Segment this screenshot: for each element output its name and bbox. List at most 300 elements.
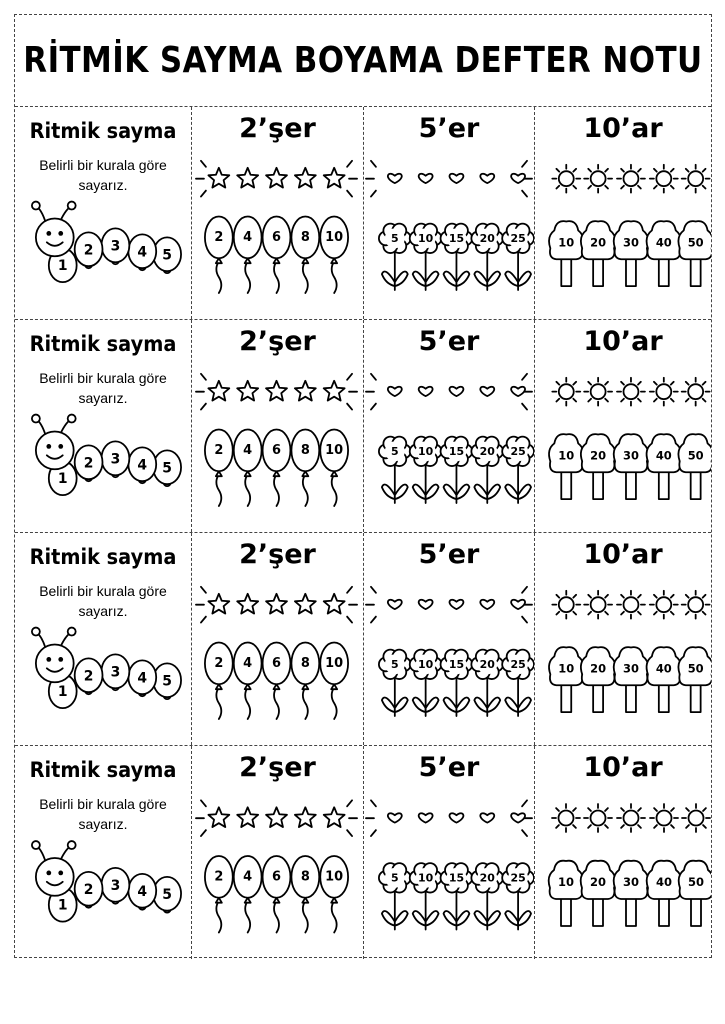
page-title: RİTMİK SAYMA BOYAMA DEFTER NOTU <box>23 40 703 81</box>
tree-trunk <box>561 469 571 499</box>
flower-number: 5 <box>391 871 399 885</box>
flower-number: 5 <box>391 657 399 671</box>
tree-trunk <box>659 682 669 712</box>
balloon-string <box>274 901 279 933</box>
flower-number: 15 <box>448 444 465 458</box>
tree-number: 10 <box>558 661 575 676</box>
leaf-icon <box>487 697 500 712</box>
spark-icon <box>347 404 352 410</box>
eye-icon <box>58 444 63 449</box>
twos-heading: 2’şer <box>239 113 316 144</box>
intro-heading: Ritmik sayma <box>29 545 177 569</box>
sun-ray <box>686 595 689 598</box>
sun-ray <box>621 399 624 402</box>
spark-icon <box>347 800 352 806</box>
leaf-icon <box>444 271 457 286</box>
leaf-icon <box>487 911 500 926</box>
fives-heading: 5’er <box>418 326 480 357</box>
sun-ray <box>588 595 591 598</box>
star-icon <box>295 807 316 827</box>
sun-icon <box>650 378 678 406</box>
heart-icon <box>419 174 433 183</box>
flower-number: 25 <box>510 231 526 245</box>
tree-number: 20 <box>589 875 607 889</box>
sun-ray <box>573 382 576 385</box>
star-icon <box>208 381 229 401</box>
star-icon <box>237 381 258 401</box>
intro-text-line: Belirli bir kurala göre <box>39 583 167 599</box>
star-icon <box>295 381 316 401</box>
flower-number: 10 <box>418 444 434 458</box>
sun-icon <box>617 804 645 832</box>
intro-heading: Ritmik sayma <box>29 758 177 782</box>
tree-trunk <box>561 682 571 712</box>
sun-ray <box>621 825 624 828</box>
balloon-number: 2 <box>214 655 224 671</box>
heart-icon <box>480 387 494 396</box>
sun-ray <box>654 612 657 615</box>
sun-disc <box>591 384 606 399</box>
leaf-icon <box>518 697 531 712</box>
flower-number: 20 <box>479 444 495 458</box>
card-grid <box>15 107 711 959</box>
balloon-number: 6 <box>272 869 281 885</box>
spark-icon <box>201 374 206 380</box>
tens-cell <box>535 746 711 959</box>
sun-ray <box>686 825 689 828</box>
balloon-string <box>216 687 221 719</box>
balloon-number: 8 <box>300 869 310 885</box>
balloon-string <box>332 687 337 719</box>
balloon-number: 4 <box>243 229 253 245</box>
tree-trunk <box>691 682 701 712</box>
balloon-number: 6 <box>272 655 281 671</box>
spark-icon <box>201 587 206 593</box>
sun-ray <box>703 399 706 402</box>
balloon-string <box>216 261 221 293</box>
balloon-string <box>245 901 250 933</box>
tree-trunk <box>561 256 571 286</box>
flower-number: 15 <box>448 231 465 245</box>
leaf-icon <box>395 271 408 286</box>
eye-icon <box>46 444 51 449</box>
antenna-tip-icon <box>68 628 76 636</box>
sun-icon <box>552 804 580 832</box>
sun-disc <box>688 597 703 612</box>
balloon-group <box>192 533 363 745</box>
sun-icon <box>584 165 612 193</box>
sun-ray <box>588 825 591 828</box>
heart-icon <box>511 813 525 822</box>
sun-ray <box>638 825 641 828</box>
fives-cell <box>364 107 535 319</box>
sun-ray <box>573 825 576 828</box>
spark-icon <box>201 617 206 623</box>
sun-ray <box>588 399 591 402</box>
sun-disc <box>656 597 671 612</box>
leaf-icon <box>518 484 531 499</box>
heart-icon <box>450 174 464 183</box>
sun-icon <box>650 804 678 832</box>
sun-icon <box>552 165 580 193</box>
intro-cell <box>15 746 192 959</box>
sun-ray <box>588 808 591 811</box>
card-row <box>15 533 711 746</box>
leaf-icon <box>426 697 439 712</box>
card-row <box>15 107 711 320</box>
star-icon <box>266 807 287 827</box>
leaf-icon <box>395 911 408 926</box>
fives-heading: 5’er <box>418 539 480 570</box>
tree-number: 10 <box>558 235 575 250</box>
spark-icon <box>347 830 352 836</box>
spark-icon <box>201 830 206 836</box>
caterpillar-icon <box>15 107 191 319</box>
star-icon <box>324 381 345 401</box>
sun-ray <box>671 808 674 811</box>
balloon-string <box>332 261 337 293</box>
spark-icon <box>347 587 352 593</box>
leaf-icon <box>395 484 408 499</box>
spark-icon <box>371 161 376 167</box>
caterpillar-number: 1 <box>57 684 68 701</box>
twos-cell <box>192 107 364 319</box>
heart-icon <box>450 600 464 609</box>
spark-icon <box>371 404 376 410</box>
fives-cell <box>364 320 535 532</box>
heart-icon <box>480 600 494 609</box>
sun-ray <box>654 825 657 828</box>
tree-trunk <box>659 469 669 499</box>
balloon-number: 8 <box>300 655 310 671</box>
antenna-tip-icon <box>32 841 40 849</box>
spark-icon <box>522 800 527 806</box>
caterpillar-number: 3 <box>110 451 121 468</box>
spark-icon <box>371 374 376 380</box>
sun-icon <box>584 378 612 406</box>
sun-disc <box>656 384 671 399</box>
leaf-icon <box>444 697 457 712</box>
tree-number: 50 <box>687 875 705 889</box>
spark-icon <box>347 191 352 197</box>
sun-ray <box>686 399 689 402</box>
sun-icon <box>584 591 612 619</box>
leaf-icon <box>518 911 531 926</box>
twos-cell <box>192 533 364 745</box>
sun-disc <box>656 171 671 186</box>
eye-icon <box>46 231 51 236</box>
fives-cell <box>364 746 535 959</box>
tree-number: 40 <box>655 661 672 676</box>
spark-icon <box>371 617 376 623</box>
leaf-icon <box>505 697 518 712</box>
star-icon <box>266 594 287 614</box>
sun-ray <box>654 186 657 189</box>
sun-ray <box>556 169 559 172</box>
tree-number: 30 <box>623 661 639 676</box>
tens-cell <box>535 533 711 745</box>
tree-number: 10 <box>558 448 575 463</box>
worksheet <box>14 14 712 958</box>
star-icon <box>324 594 345 614</box>
balloon-string <box>245 261 250 293</box>
balloon-string <box>274 261 279 293</box>
intro-text-line: sayarız. <box>78 390 128 406</box>
sun-ray <box>671 169 674 172</box>
spark-icon <box>201 161 206 167</box>
intro-heading: Ritmik sayma <box>29 332 177 356</box>
sun-ray <box>556 382 559 385</box>
caterpillar-number: 2 <box>83 881 94 898</box>
sun-ray <box>621 808 624 811</box>
sun-ray <box>686 808 689 811</box>
tens-cell <box>535 320 711 532</box>
leaf-icon <box>487 484 500 499</box>
sun-ray <box>605 169 608 172</box>
balloon-string <box>303 687 308 719</box>
spark-icon <box>347 617 352 623</box>
flower-number: 10 <box>418 657 434 671</box>
caterpillar-number: 1 <box>57 258 68 275</box>
leaf-icon <box>456 271 469 286</box>
sun-ray <box>588 186 591 189</box>
eye-icon <box>58 657 63 662</box>
tree-number: 50 <box>687 661 704 676</box>
star-icon <box>237 168 258 188</box>
flower-number: 15 <box>448 657 465 671</box>
sun-ray <box>605 399 608 402</box>
caterpillar-number: 1 <box>57 897 68 914</box>
sun-ray <box>686 186 689 189</box>
twos-heading: 2’şer <box>239 539 316 570</box>
flower-group <box>364 107 534 319</box>
sun-ray <box>556 186 559 189</box>
sun-disc <box>623 384 638 399</box>
sun-ray <box>621 612 624 615</box>
sun-ray <box>654 808 657 811</box>
heart-icon <box>419 813 433 822</box>
fives-heading: 5’er <box>418 752 480 783</box>
tree-number: 30 <box>622 875 640 889</box>
tree-trunk <box>659 896 669 926</box>
sun-ray <box>573 808 576 811</box>
sun-ray <box>605 382 608 385</box>
heart-icon <box>419 600 433 609</box>
leaf-icon <box>382 697 395 712</box>
eye-icon <box>58 870 63 875</box>
sun-icon <box>552 591 580 619</box>
flower-group <box>364 746 534 959</box>
sun-ray <box>654 382 657 385</box>
antenna-tip-icon <box>68 415 76 423</box>
heart-icon <box>388 813 402 822</box>
leaf-icon <box>487 271 500 286</box>
antenna-tip-icon <box>32 415 40 423</box>
leaf-icon <box>382 484 395 499</box>
caterpillar-number: 3 <box>110 664 121 681</box>
caterpillar-number: 3 <box>110 877 121 894</box>
sun-disc <box>559 811 574 826</box>
sun-icon <box>650 591 678 619</box>
tree-trunk <box>593 682 603 712</box>
heart-icon <box>450 387 464 396</box>
spark-icon <box>522 191 527 197</box>
balloon-number: 10 <box>325 869 344 885</box>
spark-icon <box>347 374 352 380</box>
tree-trunk <box>691 469 701 499</box>
leaf-icon <box>505 484 518 499</box>
caterpillar-head <box>36 858 74 896</box>
sun-ray <box>686 169 689 172</box>
card-row <box>15 320 711 533</box>
twos-heading: 2’şer <box>239 326 316 357</box>
leaf-icon <box>382 911 395 926</box>
sun-ray <box>638 808 641 811</box>
sun-ray <box>573 186 576 189</box>
sun-ray <box>605 825 608 828</box>
sun-disc <box>657 811 672 826</box>
sun-ray <box>671 825 674 828</box>
star-icon <box>295 168 316 188</box>
star-icon <box>266 168 287 188</box>
caterpillar-icon <box>15 746 191 959</box>
intro-text-line: Belirli bir kurala göre <box>39 370 167 386</box>
sun-ray <box>703 382 706 385</box>
leaf-icon <box>426 484 439 499</box>
sun-disc <box>591 811 606 826</box>
balloon-number: 2 <box>214 869 224 885</box>
flower-number: 15 <box>448 871 465 885</box>
sun-ray <box>654 399 657 402</box>
sun-disc <box>689 811 704 826</box>
tree-trunk <box>593 469 603 499</box>
balloon-number: 8 <box>300 442 310 458</box>
heart-icon <box>388 174 402 183</box>
star-icon <box>324 168 345 188</box>
tree-number: 30 <box>623 235 639 250</box>
sun-icon <box>650 165 678 193</box>
tree-trunk <box>659 256 669 286</box>
sun-icon <box>584 804 612 832</box>
leaf-icon <box>456 697 469 712</box>
balloon-group <box>192 320 363 532</box>
leaf-icon <box>413 484 426 499</box>
heart-icon <box>511 387 525 396</box>
spark-icon <box>522 161 527 167</box>
leaf-icon <box>382 271 395 286</box>
sun-ray <box>638 399 641 402</box>
sun-ray <box>556 808 559 811</box>
leaf-icon <box>474 697 487 712</box>
star-icon <box>208 168 229 188</box>
sun-ray <box>686 612 689 615</box>
leaf-icon <box>456 911 469 926</box>
sun-icon <box>552 378 580 406</box>
sun-disc <box>624 811 639 826</box>
card-row <box>15 746 711 959</box>
sun-ray <box>703 825 706 828</box>
intro-text-line: sayarız. <box>78 603 128 619</box>
leaf-icon <box>426 271 439 286</box>
sun-icon <box>617 165 645 193</box>
heart-icon <box>419 387 433 396</box>
balloon-number: 8 <box>300 229 310 245</box>
tree-trunk <box>626 256 636 286</box>
flower-number: 10 <box>418 231 434 245</box>
sun-ray <box>638 382 641 385</box>
sun-disc <box>623 597 638 612</box>
caterpillar-head <box>36 431 74 469</box>
sun-ray <box>573 595 576 598</box>
spark-icon <box>371 830 376 836</box>
eye-icon <box>46 870 51 875</box>
balloon-group <box>192 107 363 319</box>
sun-ray <box>654 595 657 598</box>
spark-icon <box>201 800 206 806</box>
sun-ray <box>621 382 624 385</box>
caterpillar-number: 4 <box>137 244 148 261</box>
flower-group <box>364 533 534 745</box>
sun-disc <box>559 384 574 399</box>
spark-icon <box>522 830 527 836</box>
leaf-icon <box>413 911 426 926</box>
sun-ray <box>556 825 559 828</box>
tree-trunk <box>593 896 603 926</box>
antenna-tip-icon <box>68 202 76 210</box>
sun-icon <box>682 378 710 406</box>
leaf-icon <box>395 697 408 712</box>
balloon-number: 4 <box>243 869 253 885</box>
sun-ray <box>573 399 576 402</box>
spark-icon <box>371 800 376 806</box>
antenna-tip-icon <box>32 202 40 210</box>
sun-ray <box>671 186 674 189</box>
sun-ray <box>621 169 624 172</box>
tree-trunk <box>691 256 701 286</box>
sun-disc <box>591 171 606 186</box>
balloon-string <box>216 901 221 933</box>
sun-ray <box>573 169 576 172</box>
balloon-string <box>274 474 279 506</box>
sun-ray <box>638 612 641 615</box>
caterpillar-number: 3 <box>110 238 121 255</box>
sun-disc <box>559 171 574 186</box>
leaf-icon <box>413 697 426 712</box>
spark-icon <box>522 617 527 623</box>
sun-disc <box>623 171 638 186</box>
leaf-icon <box>505 911 518 926</box>
sun-ray <box>573 612 576 615</box>
twos-cell <box>192 320 364 532</box>
tree-number: 50 <box>687 448 704 463</box>
intro-heading: Ritmik sayma <box>29 119 177 143</box>
tree-group <box>535 107 711 319</box>
fives-heading: 5’er <box>418 113 480 144</box>
sun-icon <box>617 591 645 619</box>
balloon-number: 10 <box>325 229 344 245</box>
spark-icon <box>201 191 206 197</box>
intro-cell <box>15 533 192 745</box>
sun-icon <box>682 804 710 832</box>
tree-trunk <box>593 256 603 286</box>
tree-trunk <box>691 896 701 926</box>
tree-group <box>535 746 711 959</box>
sun-ray <box>605 808 608 811</box>
antenna-tip-icon <box>68 841 76 849</box>
heart-icon <box>511 600 525 609</box>
caterpillar-number: 4 <box>137 457 148 474</box>
heart-icon <box>450 813 464 822</box>
